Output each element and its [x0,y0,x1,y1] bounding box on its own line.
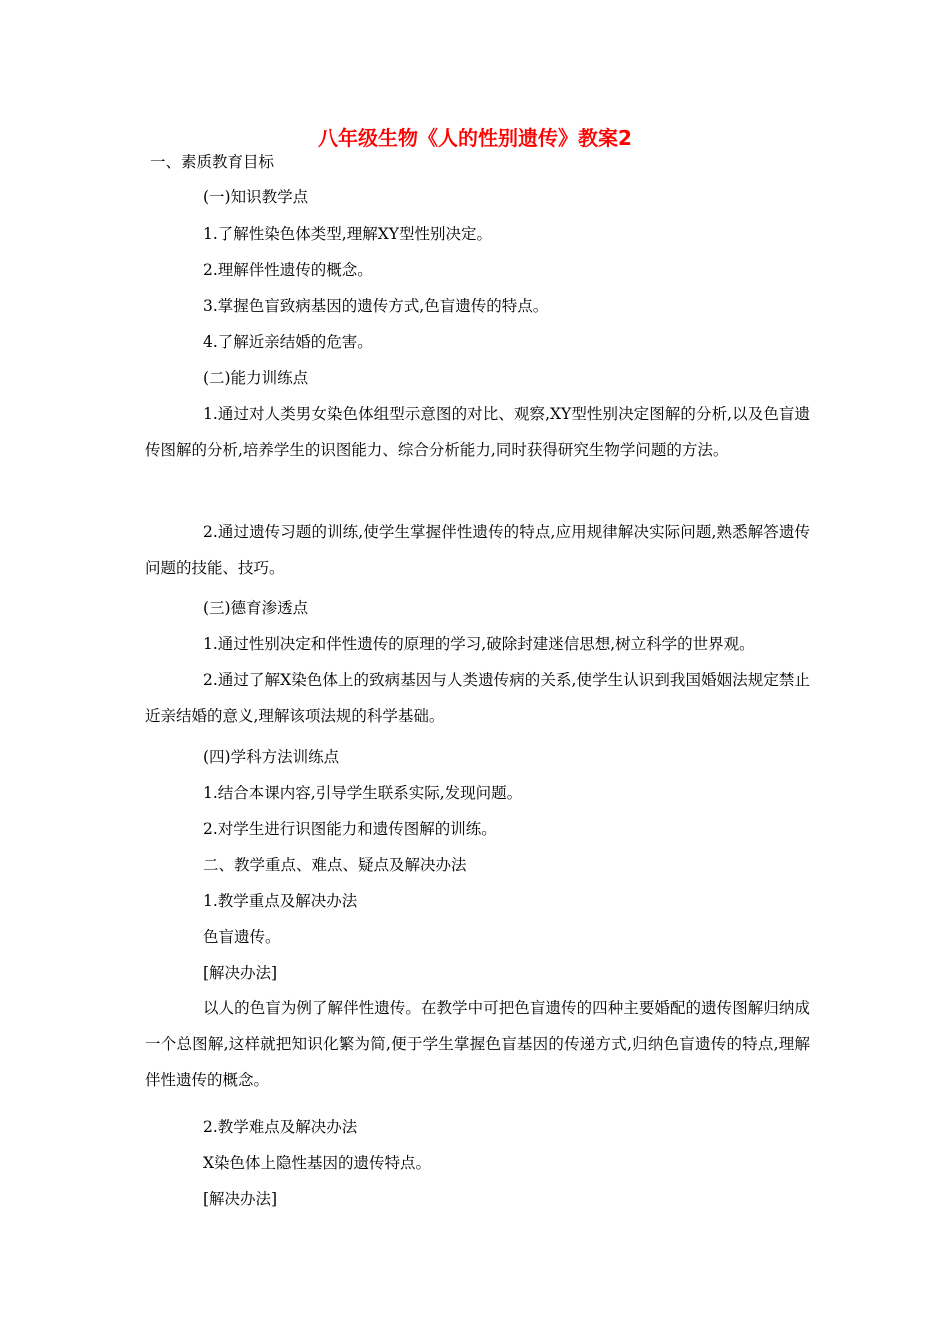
paragraph: 4.了解近亲结婚的危害。 [203,333,373,351]
paragraph: 2.理解伴性遗传的概念。 [203,261,373,279]
paragraph: 2.对学生进行识图能力和遗传图解的训练。 [203,820,497,838]
paragraph: [解决办法] [203,964,278,982]
subsection-heading: (二)能力训练点 [203,369,309,387]
subsection-heading: (四)学科方法训练点 [203,748,340,766]
paragraph: 以人的色盲为例了解伴性遗传。在教学中可把色盲遗传的四种主要婚配的遗传图解归纳成一个总图解,这样就把知识化繁为简,便于学生掌握色盲基因的传递方式,归纳色盲遗传的特点,理解伴性遗传的概念。 [145,999,810,1089]
paragraph: 色盲遗传。 [203,928,281,946]
section-heading-2: 二、教学重点、难点、疑点及解决办法 [203,856,467,874]
paragraph: 1.结合本课内容,引导学生联系实际,发现问题。 [203,784,523,802]
paragraph: 3.掌握色盲致病基因的遗传方式,色盲遗传的特点。 [203,297,549,315]
paragraph: 2.教学难点及解决办法 [203,1118,358,1136]
paragraph: X染色体上隐性基因的遗传特点。 [203,1154,432,1172]
paragraph: [解决办法] [203,1190,278,1208]
subsection-heading: (一)知识教学点 [203,188,309,206]
paragraph: 2.通过遗传习题的训练,使学生掌握伴性遗传的特点,应用规律解决实际问题,熟悉解答遗传问题的技能、技巧。 [145,523,810,577]
paragraph: 1.了解性染色体类型,理解XY型性别决定。 [203,225,492,243]
paragraph: 1.教学重点及解决办法 [203,892,358,910]
section-heading-1: 一、素质教育目标 [150,153,275,171]
subsection-heading: (三)德育渗透点 [203,599,309,617]
paragraph: 1.通过对人类男女染色体组型示意图的对比、观察,XY型性别决定图解的分析,以及色盲遗传图解的分析,培养学生的识图能力、综合分析能力,同时获得研究生物学问题的方法。 [145,405,810,459]
paragraph: 2.通过了解X染色体上的致病基因与人类遗传病的关系,使学生认识到我国婚姻法规定禁止近亲结婚的意义,理解该项法规的科学基础。 [145,671,810,725]
document-title: 八年级生物《人的性别遗传》教案2 [318,126,632,150]
paragraph: 1.通过性别决定和伴性遗传的原理的学习,破除封建迷信思想,树立科学的世界观。 [203,635,755,653]
